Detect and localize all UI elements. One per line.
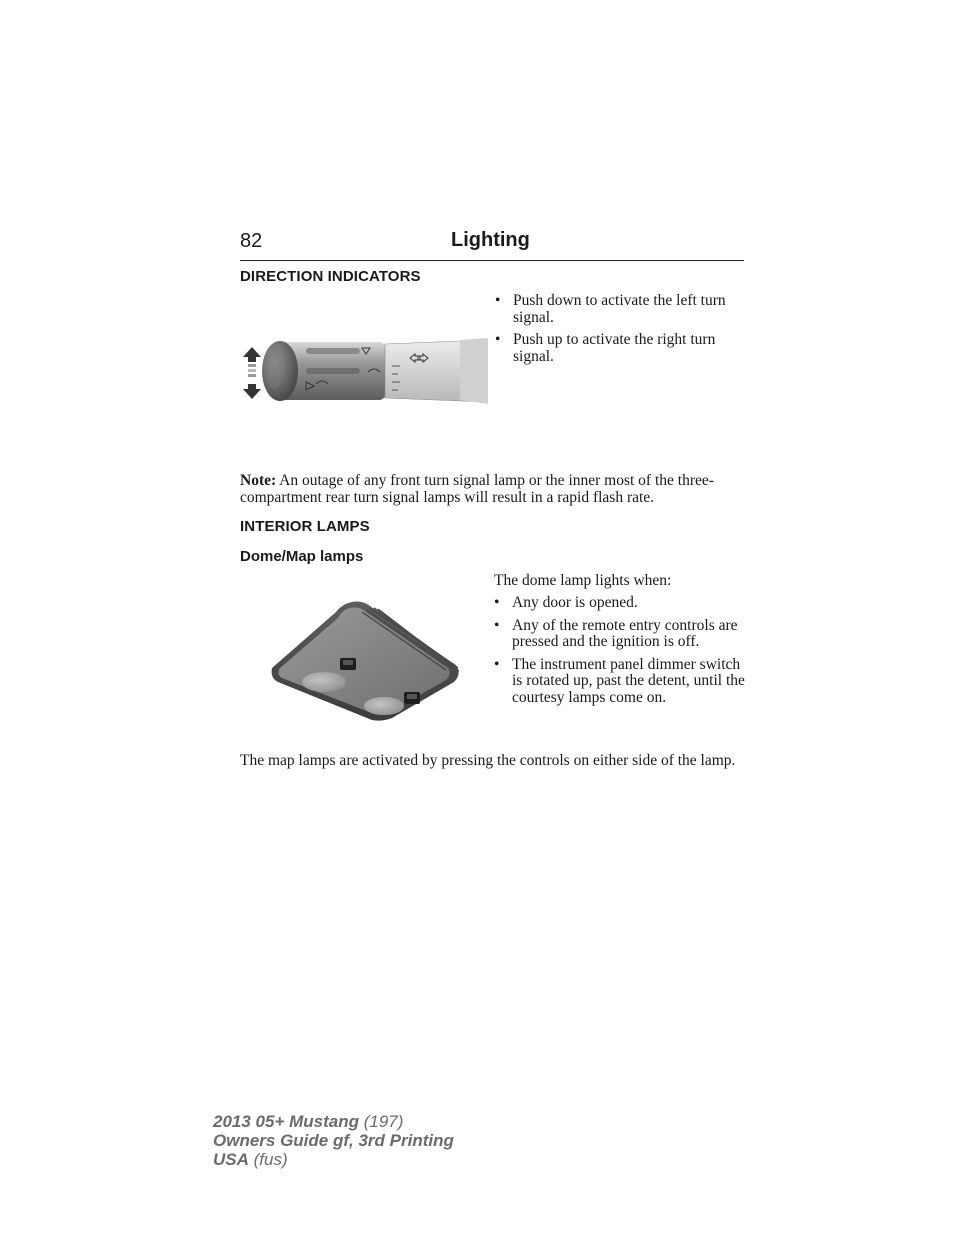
page-header (240, 228, 744, 261)
dome-lamp-conditions-list (493, 595, 745, 712)
list-item: • Any door is opened. (494, 594, 638, 611)
map-lamps-paragraph: The map lamps are activated by pressing the controls on either side of the lamp. (240, 752, 736, 769)
list-item: • The instrument panel dimmer switch is rotated up, past the detent, until the courtesy lamps come on. (494, 655, 745, 706)
list-item: • Any of the remote entry controls are pressed and the ignition is off. (494, 616, 738, 650)
list-item: • Push up to activate the right turn signal. (495, 331, 716, 365)
list-item: • Push down to activate the left turn signal. (495, 292, 726, 326)
note-label: Note: (240, 472, 277, 489)
dome-lamp-illustration (266, 600, 462, 722)
note-paragraph (240, 473, 745, 506)
page-number: 82 (240, 230, 263, 252)
turn-signal-stalk-illustration (240, 336, 488, 406)
up-down-arrow-icon (243, 347, 261, 399)
footer-line-1: 2013 05+ Mustang (197) (213, 1112, 404, 1131)
direction-indicators-heading: DIRECTION INDICATORS (240, 268, 421, 285)
dome-lamp-intro: The dome lamp lights when: (494, 572, 672, 589)
interior-lamps-heading: INTERIOR LAMPS (240, 518, 370, 535)
footer-line-2: Owners Guide gf, 3rd Printing (213, 1131, 454, 1150)
map-lamp-button-icon (340, 658, 356, 670)
dome-map-lamps-subheading: Dome/Map lamps (240, 548, 364, 565)
map-lamp-button-icon (404, 692, 420, 704)
page-footer (213, 1112, 454, 1169)
direction-indicators-list (494, 293, 746, 371)
footer-line-3: USA (fus) (213, 1150, 288, 1169)
chapter-title: Lighting (451, 229, 530, 251)
note-text: An outage of any front turn signal lamp or the inner most of the three-compartment rear turn signal lamps will result in a rapid flash rate. (240, 472, 714, 506)
